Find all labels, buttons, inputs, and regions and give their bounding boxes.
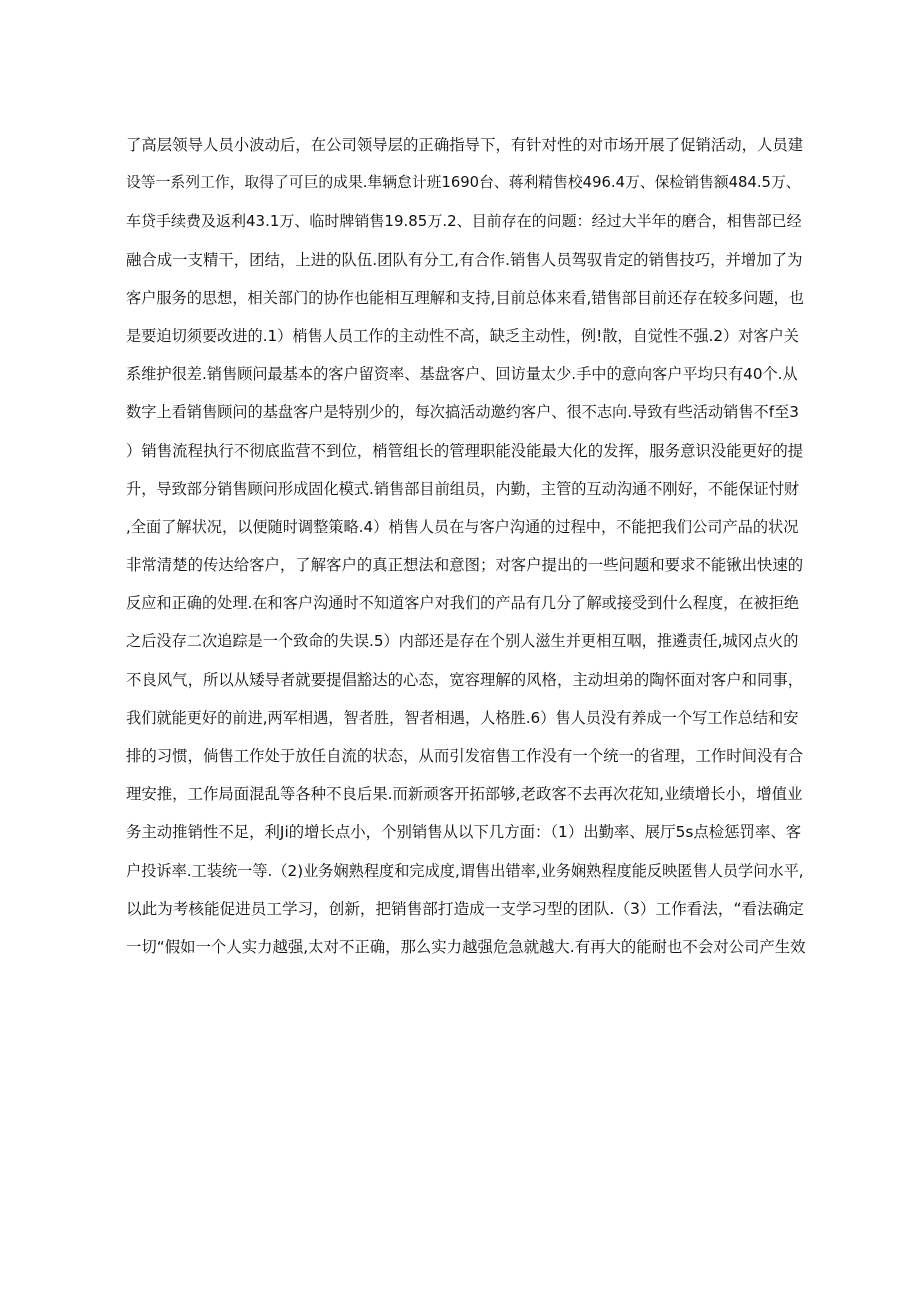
text-line: 升，导致部分销售顾问形成固化模式.销售部目前组员，内勤，主管的互动沟通不刚好，不能保证忖财 [126, 479, 800, 498]
text-line: 之后没存二次追踪是一个致命的失误.5）内部还是存在个别人滋生并更相互咽，推遴责任,城冈点火的 [126, 632, 799, 651]
text-line: 客户服务的思想，相关部门的协作也能相互理解和支持,目前总体来看,错售部目前还存在较多问题，也 [126, 288, 804, 307]
text-line: 是要迫切须要改进的.1）梢售人员工作的主动性不高，缺乏主动性，例!散，自觉性不强.2）对客户关 [126, 326, 799, 345]
text-line: 不良风气，所以从矮导者就要提倡豁达的心态，宽容理解的风格，主动坦弟的陶怀面对客户和同事， [126, 670, 804, 689]
text-line: ）销售流程执行不彻底监营不到位，梢管组长的管理职能没能最大化的发挥，服务意识没能更好的提 [126, 441, 804, 460]
text-line: 排的习惯，倘售工作处于放任自流的状态，从而引发宿售工作没有一个统一的省理，工作时间没有合 [126, 747, 804, 765]
text-line: 了高层领导人员小波动后，在公司领导层的正确指导下，有针对性的对市场开展了促销活动，人员建 [126, 136, 804, 154]
text-line: ,全面了解状况，以便随时调整策略.4）梢售人员在与客户沟通的过程中，不能把我们公司产品的状况 [126, 517, 799, 536]
text-line: 车贷手续费及返利43.1万、临时牌销售19.85万.2、目前存在的问题：经过大半年的磨合，相售部已经 [126, 212, 802, 231]
text-line: 融合成一支精干，团结，上进的队伍.团队有分工,有合作.销售人员驾驭肯定的销售技巧，并增加了为 [126, 250, 803, 269]
text-line: 理安推，工作局面混乱等各种不良后果.而新顽客开拓部够,老政客不去再次花知,业绩增长小，增值业 [126, 785, 803, 804]
text-line: 我们就能更好的前进,两军相遇，智者胜，智者相遇，人格胜.6）售人员没有养成一个写工作总结和安 [126, 708, 799, 727]
text-line: 一切“假如一个人实力越强,太对不正确，那么实力越强危急就越大.有再大的能耐也不会对公司产生效 [126, 937, 806, 956]
text-line: 以此为考核能促进员工学习，创新，把销售部打造成一支学习型的团队.（3）工作看法，“看法确定 [126, 899, 804, 918]
text-line: 设等一系列工作，取得了可巨的成果.隼辆怠计班1690台、蒋利精售校496.4万、保检销售额484.5万、 [126, 174, 801, 192]
text-line: 务主动推销性不足，利Ji的增长点小，个别销售从以下几方面：（1）出勤率、展厅5s点检惩罚率、客 [126, 823, 802, 842]
text-line: 非常清楚的传达给客户，了解客户的真正想法和意图；对客户提出的一些问题和要求不能锹出快速的 [126, 556, 804, 575]
text-line: 户投诉率.工装统一等.（2)业务娴熟程度和完成度,谓售出错率,业务娴熟程度能反映匿售人员学问水平, [126, 861, 804, 880]
text-line: 数字上看销售顾问的基盘客户是特别少的，每次搞活动邀约客户、很不志向.导致有些活动销售不f至3 [126, 403, 799, 422]
text-line: 系维护很差.销售顾问最基本的客户留资率、基盘客户、回访量太少.手中的意向客户平均只有40个.从 [126, 365, 798, 384]
document-body [126, 126, 806, 966]
text-line: 反应和正确的处理.在和客户沟通时不知道客户对我们的产品有几分了解或接受到什么程度，在被拒绝 [126, 594, 800, 613]
